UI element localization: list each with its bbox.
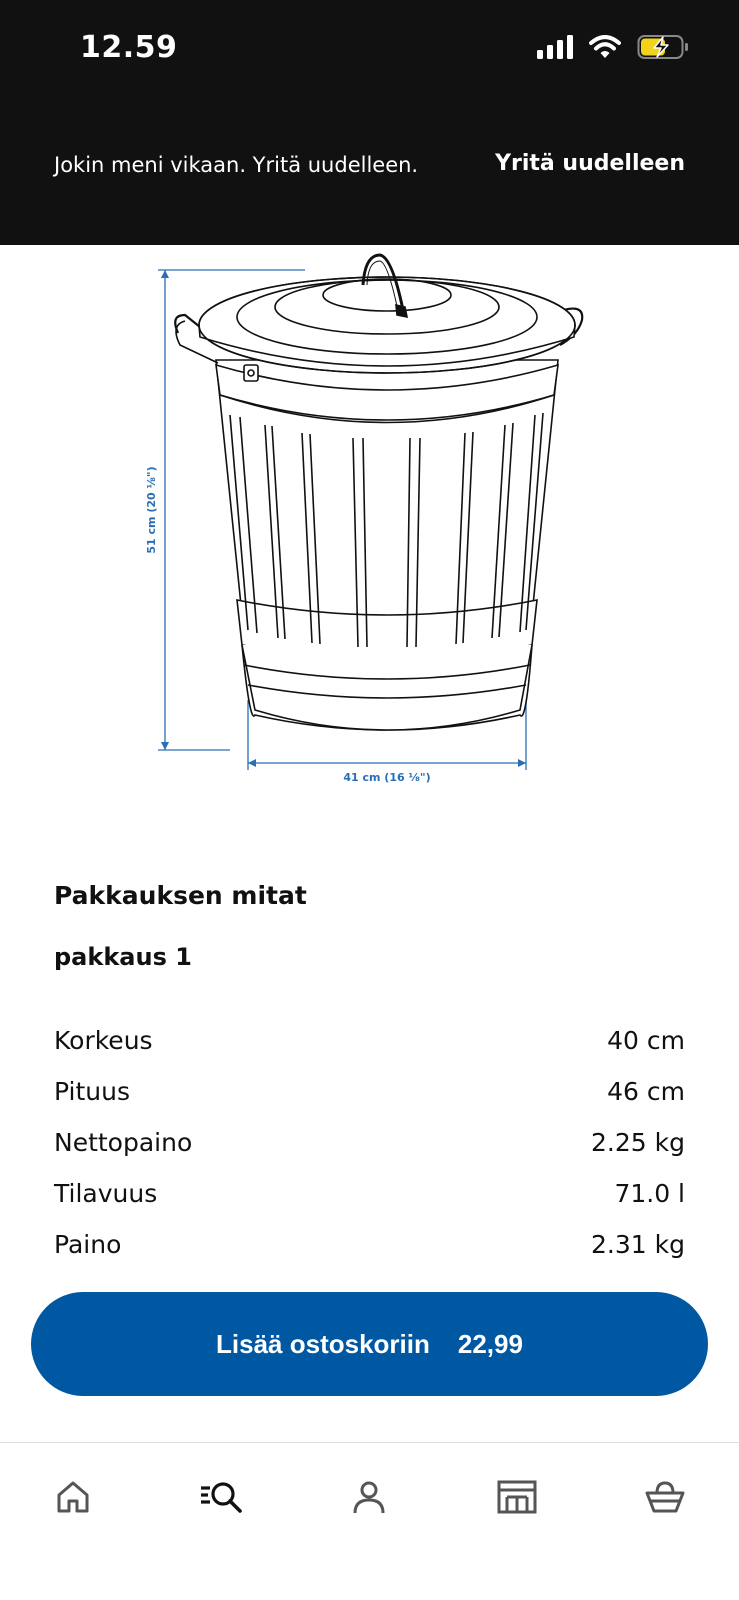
status-time: 12.59 (80, 30, 178, 65)
add-to-cart-label: Lisää ostoskoriin (216, 1328, 430, 1359)
tab-profile[interactable] (339, 1467, 399, 1527)
profile-icon (351, 1479, 387, 1515)
dimensions-table (54, 1015, 685, 1270)
store-icon (497, 1479, 537, 1515)
tab-bar (0, 1443, 739, 1600)
spec-value: 40 cm (607, 1026, 685, 1055)
spec-row (54, 1219, 685, 1270)
basket-icon (645, 1479, 685, 1515)
tab-home[interactable] (43, 1467, 103, 1527)
tab-store[interactable] (487, 1467, 547, 1527)
width-label: 41 cm (16 ⅛") (343, 771, 431, 784)
spec-value: 46 cm (607, 1077, 685, 1106)
cellular-signal-icon (537, 35, 573, 59)
battery-charging-icon (637, 34, 689, 60)
home-icon (55, 1479, 91, 1515)
spec-label: Nettopaino (54, 1128, 193, 1157)
search-icon (199, 1479, 243, 1515)
spec-value: 71.0 l (614, 1179, 685, 1208)
spec-label: Tilavuus (54, 1179, 158, 1208)
add-to-cart-button[interactable] (31, 1292, 708, 1396)
package-dimensions-title: Pakkauksen mitat (54, 881, 307, 910)
wifi-icon (589, 35, 621, 59)
height-label: 51 cm (20 ⅛") (145, 466, 158, 554)
tab-search[interactable] (191, 1467, 251, 1527)
trash-can-illustration (130, 245, 610, 805)
tab-basket[interactable] (635, 1467, 695, 1527)
spec-label: Paino (54, 1230, 122, 1259)
package-label: pakkaus 1 (54, 943, 192, 971)
spec-label: Korkeus (54, 1026, 153, 1055)
spec-row (54, 1015, 685, 1066)
price-label: 22,99 (457, 1328, 523, 1359)
spec-row (54, 1117, 685, 1168)
status-icons (537, 34, 689, 60)
spec-value: 2.25 kg (591, 1128, 685, 1157)
top-bar (0, 0, 739, 245)
spec-value: 2.31 kg (591, 1230, 685, 1259)
spec-row (54, 1168, 685, 1219)
error-message: Jokin meni vikaan. Yritä uudelleen. (54, 153, 419, 177)
spec-label: Pituus (54, 1077, 130, 1106)
spec-row (54, 1066, 685, 1117)
retry-button[interactable]: Yritä uudelleen (495, 151, 685, 176)
trash-can-drawing (175, 255, 582, 730)
